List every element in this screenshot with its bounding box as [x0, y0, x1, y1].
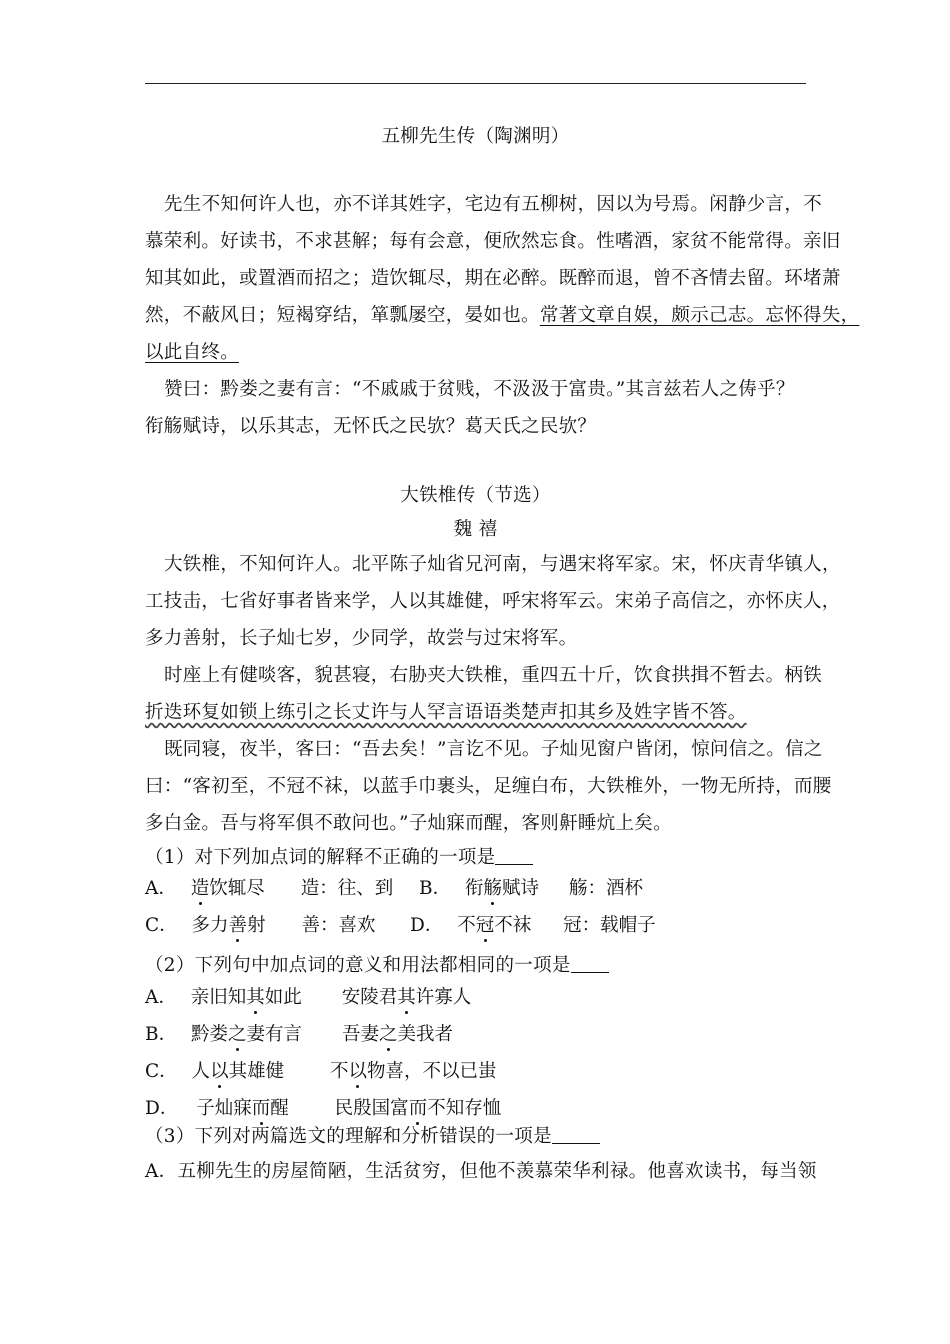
passage1-line: 衔觞赋诗，以乐其志，无怀氏之民欤？葛天氏之民欤？	[145, 416, 597, 437]
header-rule	[145, 83, 806, 84]
dotted-char: 其	[397, 987, 416, 1008]
answer-blank[interactable]	[495, 846, 533, 865]
dotted-char: 之	[378, 1024, 398, 1045]
option-label: D．	[410, 915, 444, 936]
dotted-char: 以	[210, 1061, 229, 1082]
q2-option-d[interactable]: D． 子灿寐而醒 民殷国富而不知存恤	[145, 1098, 502, 1119]
option-label: D．	[145, 1098, 179, 1119]
dotted-char: 以	[348, 1061, 368, 1082]
gloss: 造：往、到	[300, 878, 394, 899]
dotted-char: 而	[408, 1098, 428, 1119]
q1-option-b[interactable]: B． 衔觞赋诗 觞：酒杯	[419, 878, 643, 899]
passage1-title: 五柳先生传（陶渊明）	[381, 126, 570, 147]
q2-option-c[interactable]: C． 人以其雄健 不以物喜，不以已蚩	[145, 1061, 497, 1082]
gloss: 善：喜欢	[301, 915, 376, 936]
dotted-char: 造	[190, 878, 210, 899]
dotted-char: 善	[228, 915, 248, 936]
dotted-char: 而	[251, 1098, 271, 1119]
question-2-text: （2）下列句中加点词的意义和用法都相同的一项是	[145, 955, 571, 976]
dotted-char: 之	[228, 1024, 247, 1045]
underlined-sentence-end: 以此自终。	[145, 342, 240, 363]
passage1-line: 慕荣利。好读书，不求甚解；每有会意，便欣然忘食。性嗜酒，家贫不能常得。亲旧	[145, 231, 841, 252]
passage1-line	[145, 341, 825, 365]
dotted-char: 冠	[475, 915, 495, 936]
wavy-underlined-sentence: 折迭环复如锁上练引之长丈许与人罕言语语类楚声扣其乡及姓字皆不答。	[145, 702, 747, 723]
q2-option-b[interactable]: B． 黔娄之妻有言 吾妻之美我者	[145, 1024, 453, 1045]
passage1-line: 先生不知何许人也，亦不详其姓字，宅边有五柳树，因以为号焉。闲静少言，不	[164, 194, 823, 215]
option-label: A．	[145, 987, 177, 1008]
question-3	[145, 1125, 825, 1149]
option-label: A．	[145, 878, 177, 899]
q1-option-d[interactable]: D． 不冠不袜 冠：载帽子	[410, 915, 656, 936]
option-label: B．	[145, 1024, 178, 1045]
gloss: 觞：酒杯	[568, 878, 643, 899]
passage2-line: 既同寝，夜半，客曰：“吾去矣！”言讫不见。子灿见窗户皆闭，惊问信之。信之	[164, 739, 823, 760]
answer-blank[interactable]	[552, 1125, 600, 1144]
passage2-line	[145, 701, 825, 725]
passage2-line: 曰：“客初至，不冠不袜，以蓝手巾裹头，足缠白布，大铁椎外，一物无所持，而腰	[145, 776, 832, 797]
answer-blank[interactable]	[571, 954, 609, 973]
option-label: C．	[145, 1061, 178, 1082]
underlined-sentence: 常著文章自娱，颇示己志。忘怀得失，	[539, 305, 860, 326]
passage2-line: 多白金。吾与将军俱不敢问也。”子灿寐而醒，客则鼾睡炕上矣。	[145, 813, 672, 834]
q1-option-a[interactable]: A． 造饮辄尽 造：往、到	[145, 878, 394, 899]
question-2	[145, 954, 825, 978]
passage1-line	[145, 304, 860, 328]
passage2-line: 工技击，七省好事者皆来学，人以其雄健，呼宋将军云。宋弟子高信之，亦怀庆人，	[145, 591, 841, 612]
dotted-char: 其	[246, 987, 265, 1008]
question-3-text: （3）下列对两篇选文的理解和分析错误的一项是	[145, 1126, 552, 1147]
q2-option-a[interactable]: A． 亲旧知其如此 安陵君其许寡人	[145, 987, 472, 1008]
passage2-author: 魏 禧	[453, 519, 498, 540]
dotted-char: 觞	[483, 878, 503, 899]
q1-option-c[interactable]: C． 多力善射 善：喜欢	[145, 915, 376, 936]
option-label: B．	[419, 878, 452, 899]
question-1-text: （1）对下列加点词的解释不正确的一项是	[145, 847, 496, 868]
gloss: 冠：载帽子	[563, 915, 656, 936]
option-label: C．	[145, 915, 178, 936]
passage1-text: 然，不蔽风日；短褐穿结，箪瓢屡空，晏如也。	[145, 305, 540, 326]
q3-option-a[interactable]: A．五柳先生的房屋简陋，生活贫穷，但他不羡慕荣华利禄。他喜欢读书，每当领	[145, 1161, 817, 1182]
passage2-title: 大铁椎传（节选）	[400, 485, 551, 506]
passage2-line: 大铁椎，不知何许人。北平陈子灿省兄河南，与遇宋将军家。宋，怀庆青华镇人，	[164, 554, 841, 575]
passage2-line: 多力善射，长子灿七岁，少同学，故尝与过宋将军。	[145, 628, 578, 649]
passage1-line: 知其如此，或置酒而招之；造饮辄尽，期在必醉。既醉而退，曾不吝情去留。环堵萧	[145, 268, 841, 289]
question-1	[145, 846, 825, 870]
passage1-line: 赞曰：黔娄之妻有言：“不戚戚于贫贱，不汲汲于富贵。”其言兹若人之俦乎？	[164, 379, 795, 400]
passage2-line: 时座上有健啖客，貌甚寝，右胁夹大铁椎，重四五十斤，饮食拱揖不暂去。柄铁	[164, 665, 823, 686]
